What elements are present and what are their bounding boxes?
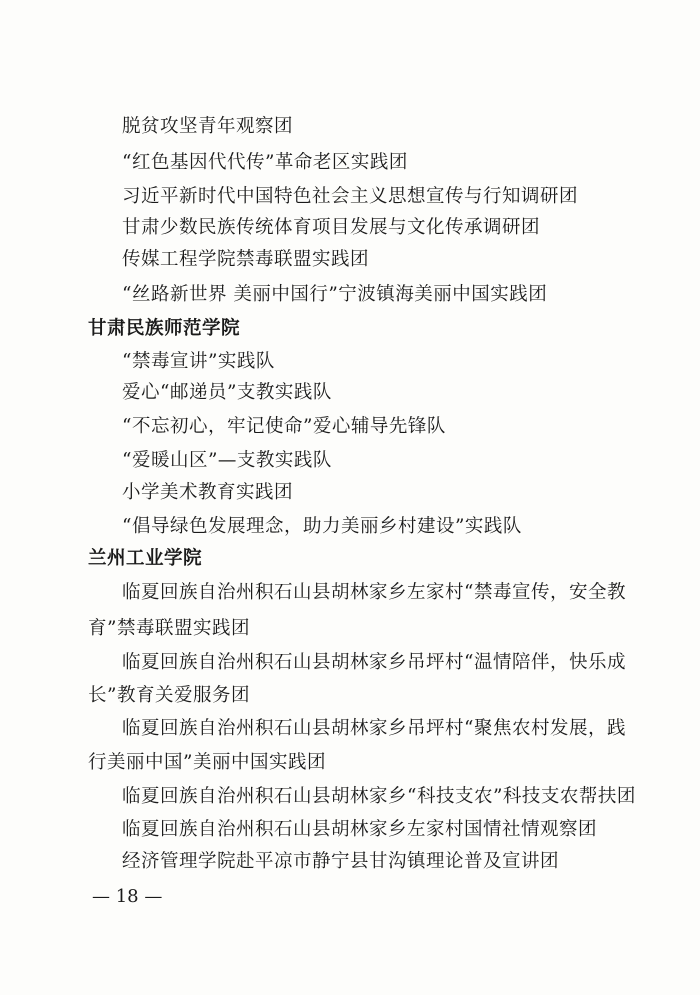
list-item-continuation: 育”禁毒联盟实践团 (88, 618, 250, 639)
list-item: 传媒工程学院禁毒联盟实践团 (122, 249, 370, 270)
list-item: 甘肃少数民族传统体育项目发展与文化传承调研团 (122, 217, 541, 238)
list-item: 习近平新时代中国特色社会主义思想宣传与行知调研团 (122, 186, 579, 207)
section-heading: 甘肃民族师范学院 (88, 318, 241, 339)
list-item: “倡导绿色发展理念，助力美丽乡村建设”实践队 (122, 516, 522, 537)
list-item: 经济管理学院赴平凉市静宁县甘沟镇理论普及宣讲团 (122, 851, 560, 872)
page-number: — 18 — (92, 886, 163, 907)
list-item: 临夏回族自治州积石山县胡林家乡“科技支农”科技支农帮扶团 (122, 786, 636, 807)
list-item: 临夏回族自治州积石山县胡林家乡吊坪村“聚焦农村发展，践 (122, 718, 626, 739)
list-item: “不忘初心，牢记使命”爱心辅导先锋队 (122, 416, 446, 437)
list-item-continuation: 长”教育关爱服务团 (88, 685, 250, 706)
list-item: 临夏回族自治州积石山县胡林家乡左家村国情社情观察团 (122, 819, 598, 840)
list-item: “禁毒宣讲”实践队 (122, 351, 275, 372)
list-item: “丝路新世界 美丽中国行”宁波镇海美丽中国实践团 (122, 284, 548, 305)
list-item: 临夏回族自治州积石山县胡林家乡左家村“禁毒宣传，安全教 (122, 582, 626, 603)
list-item: 临夏回族自治州积石山县胡林家乡吊坪村“温情陪伴，快乐成 (122, 652, 626, 673)
list-item: 脱贫攻坚青年观察团 (122, 116, 294, 137)
section-heading: 兰州工业学院 (88, 548, 203, 569)
list-item: “爱暖山区”—支教实践队 (122, 450, 332, 471)
list-item: 小学美术教育实践团 (122, 482, 294, 503)
list-item: “红色基因代代传”革命老区实践团 (122, 152, 408, 173)
list-item: 爱心“邮递员”支教实践队 (122, 382, 332, 403)
list-item-continuation: 行美丽中国”美丽中国实践团 (88, 752, 326, 773)
